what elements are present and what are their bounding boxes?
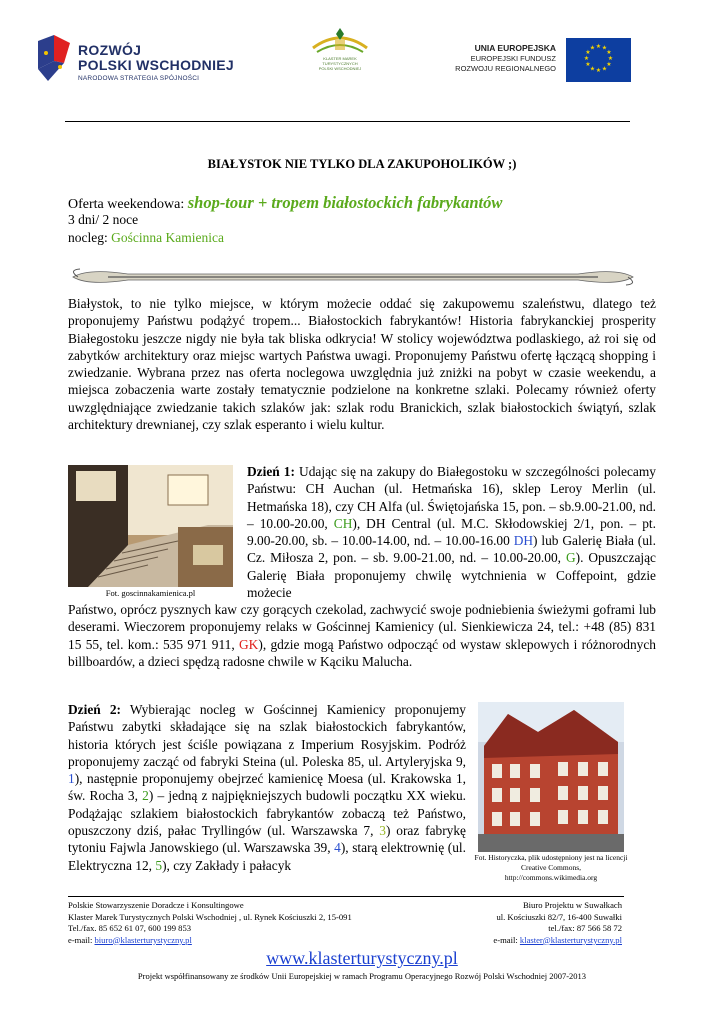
footer-left-line2: Klaster Marek Turystycznych Polski Wschodniej , ul. Rynek Kościuszki 2, 15-091 <box>68 911 352 922</box>
day2-text-3: ) – jedną z najpiękniejszych budowli początku XX wieku. Podążając szlakiem białostockich fabrykantów zobaczą też Państwo, opuszczony dziś, pałac Tryllingów (ul. Warszawska 7, <box>68 788 467 839</box>
footer-right-line2: ul. Kościuszki 82/7, 16-400 Suwałki <box>496 911 622 922</box>
eu-line1: UNIA EUROPEJSKA <box>474 43 556 53</box>
offer-prefix: Oferta weekendowa: <box>68 197 188 212</box>
marker-gk: GK <box>239 636 259 652</box>
footer-left-line3: Tel./fax. 85 652 61 07, 600 199 853 <box>68 923 192 933</box>
day2-text-4: ) oraz fabrykę tytoniu Fajwla Janowskiego (ul. Warszawska 39, <box>68 823 466 856</box>
day1-text-4: ). Opuszczając Galerię Biała proponujemy chwilę wytchnienia w Coffepoint, gdzie możecie <box>247 550 656 601</box>
eu-line3: ROZWOJU REGIONALNEGO <box>455 64 556 73</box>
footer-right <box>430 900 622 946</box>
svg-text:★: ★ <box>606 49 612 56</box>
marker-dh: DH <box>513 533 534 549</box>
svg-text:★: ★ <box>589 44 596 52</box>
logo-left-line3: NARODOWA STRATEGIA SPÓJNOŚCI <box>78 75 200 82</box>
klaster-emblem-icon <box>303 26 377 84</box>
svg-text:★: ★ <box>607 55 614 62</box>
photo1-caption: Fot. goscinnakamienica.pl <box>105 588 196 598</box>
staircase-photo <box>68 465 233 587</box>
footer-left-email-prefix: e-mail: <box>68 934 95 945</box>
day2-label: Dzień 2: <box>68 702 121 717</box>
day2-text-2: ), następnie proponujemy obejrzeć kamienicę Moesa (ul. Krakowska 1, św. Rocha 3, <box>68 771 466 804</box>
photo2-caption <box>474 853 628 883</box>
marker-5: 5 <box>155 857 163 873</box>
historic-building-photo <box>478 702 624 852</box>
day1-paragraph <box>247 463 656 601</box>
svg-text:★: ★ <box>585 49 591 56</box>
marker-g: G <box>565 550 576 566</box>
rozwoj-polski-wschodniej-logo <box>34 33 234 93</box>
marker-4: 4 <box>334 840 341 856</box>
klaster-logo <box>303 26 377 84</box>
day1-text-3: ) lub Galerię Biała (ul. Cz. Miłosza 2, pon. – sb. 9.00-21.00, nd. – 10.00-20.00, <box>247 533 656 566</box>
svg-text:★: ★ <box>601 44 608 52</box>
svg-text:★: ★ <box>589 65 596 73</box>
day1-text-5: Państwo, oprócz pysznych kaw czy gorących czekolad, zachwycić swoje podniebienia świeżymi goframi lub deserami. Wieczorem proponujemy relaks w Gościnnej Kamienicy (ul. Sienkiewicza 24, tel.: +48 (85) 831 15 55, tel. kom.: 535 971 911, <box>68 602 656 652</box>
svg-text:★: ★ <box>595 43 602 50</box>
day1-label: Dzień 1: <box>247 464 295 479</box>
footer-left <box>68 900 428 946</box>
footer-left-email-row <box>68 935 428 947</box>
offer-duration: 3 dni/ 2 noce <box>68 212 139 227</box>
svg-text:★: ★ <box>595 67 602 74</box>
logo-left-line1: ROZWÓJ <box>78 42 142 58</box>
offer-name: shop-tour + tropem białostockich fabrykantów <box>187 193 503 212</box>
logo-left-line2: POLSKI WSCHODNIEJ <box>78 57 235 73</box>
offer-lodging <box>68 230 224 246</box>
footer-right-line1: Biuro Projektu w Suwałkach <box>522 900 622 910</box>
intro-paragraph: Białystok, to nie tylko miejsce, w którym możecie oddać się zakupowemu szaleństwu, dlatego też proponujemy Państwu podążyć tropem... Białostockich fabrykantów! Historia fabrykanckiej prosperity Białegostoku jeszcze nigdy nie była tak bliska odkrycia! W stolicy województwa podlaskiego, aż roi się od zabytków architektury oraz miejsc wartych Państwa uwagi. Proponujemy Państwu ofertę łączącą shopping i zwiedzanie. Wybrana przez nas oferta noclegowa uwzględnia już zniżki na pobyt w czasie weekendu, a miejsca zobaczenia warte zostały tematycznie podzielone na konkretne szlaki. Polecamy również oferty uwzględniające zwiedzanie takich szlaków jak: szlak rodu Branickich, szlak białostockich świątyń, szlak architektury drewnianej, czy szlak esperanto i wielu kultur. <box>68 296 656 433</box>
lodging-prefix: nocleg: <box>68 230 112 245</box>
logo-mark-icon <box>34 33 74 83</box>
photo2-caption-line3: http://commons.wikimedia.org <box>504 873 598 882</box>
marker-1: 1 <box>68 771 75 787</box>
ornamental-divider <box>68 266 638 288</box>
footer-right-email-row <box>430 935 622 947</box>
photo2-caption-line2: Creative Commons, <box>521 863 581 872</box>
day2-paragraph <box>68 701 466 874</box>
photo2-caption-line1: Fot. Historyczka, plik udostępniony jest na licencji <box>474 853 628 862</box>
day1-text-1: Udając się na zakupy do Białegostoku w szczególności polecamy Państwu: CH Auchan (ul. Hetmańska 16), sklep Leroy Merlin (ul. Hetmańska 18), czy CH Alfa (ul. Świętojańska 15, pon. – sb.9.00-21.00, nd. – 10.00-20.00, <box>247 464 656 531</box>
lodging-name: Gościnna Kamienica <box>111 230 224 245</box>
marker-3: 3 <box>379 823 386 839</box>
eu-fund-label <box>432 43 556 74</box>
footer-right-line3: tel./fax: 87 566 58 72 <box>548 923 622 933</box>
day2-text-6: ), czy Zakłady i pałacyk <box>162 857 292 873</box>
footer-left-line1: Polskie Stowarzyszenie Doradcze i Konsultingowe <box>68 900 244 910</box>
marker-ch: CH <box>333 515 353 531</box>
svg-text:★: ★ <box>606 61 612 68</box>
day1-paragraph-cont <box>68 601 656 670</box>
day2-text-1: Wybierając nocleg w Gościnnej Kamienicy proponujemy Państwu zabytki składające się na szlak białostockich fabrykantów, historia których jest ściśle powiązana z Imperium Rosyjskim. Podróż proponujemy zacząć od fabryki Steina (ul. Poleska 85, ul. Artyleryjska 9, <box>68 702 466 769</box>
eu-flag-icon <box>566 38 631 82</box>
offer-line <box>68 193 502 213</box>
svg-text:★: ★ <box>583 55 590 62</box>
page-title: BIAŁYSTOK NIE TYLKO DLA ZAKUPOHOLIKÓW ;) <box>207 157 517 171</box>
footer-right-email-prefix: e-mail: <box>493 934 520 945</box>
header-divider <box>65 121 630 122</box>
marker-2: 2 <box>142 788 149 804</box>
day2-text-5: ), starą elektrownię (ul. Elektryczna 12, <box>68 840 466 873</box>
klaster-logo-label: KLASTER MAREK TURYSTYCZNYCH POLSKI WSCHODNIEJ <box>318 56 362 71</box>
svg-text:★: ★ <box>601 65 608 73</box>
svg-text:★: ★ <box>585 61 591 68</box>
footer-divider <box>68 896 624 897</box>
footer-left-email-link[interactable]: biuro@klasterturystyczny.pl <box>94 934 192 945</box>
footer-right-email-link[interactable]: klaster@klasterturystyczny.pl <box>519 934 622 945</box>
website-link[interactable]: www.klasterturystyczny.pl <box>266 948 458 968</box>
day1-text-6: ), gdzie mogą Państwo odpocząć od wystaw sklepowych i różnorodnych billboardów, a dzieci spędzą radosne chwile w Kąciku Malucha. <box>68 636 656 669</box>
eu-line2: EUROPEJSKI FUNDUSZ <box>470 54 556 63</box>
day1-text-2: ), DH Central (ul. M.C. Skłodowskiej 2/1, pon. – pt. 9.00-20.00, sb. – 10.00-14.00, nd. – 10.00-16.00 <box>247 515 656 549</box>
project-funding-note: Projekt współfinansowany ze środków Unii Europejskiej w ramach Programu Operacyjnego Rozwój Polski Wschodniej 2007-2013 <box>137 971 587 981</box>
